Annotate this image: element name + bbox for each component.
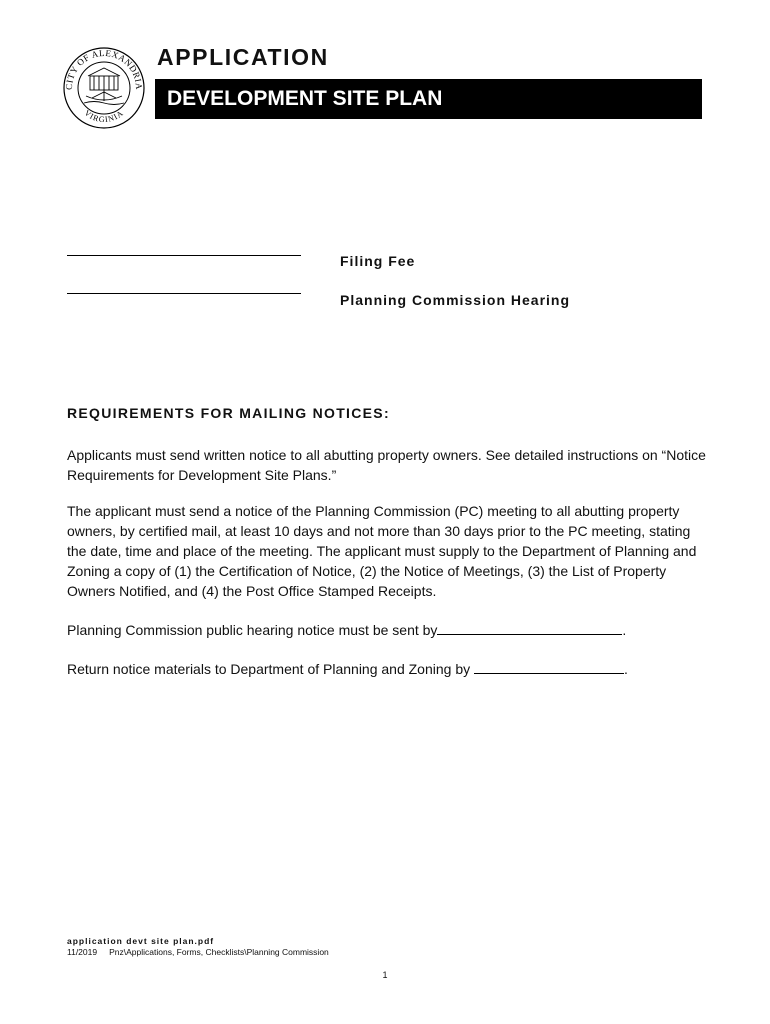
seal-bottom-text: VIRGINIA: [82, 108, 126, 125]
paragraph-line: owners, by certified mail, at least 10 days and not more than 30 days prior to the PC meeting, stating: [67, 523, 691, 539]
paragraph-line: Zoning a copy of (1) the Certification of Notice, (2) the Notice of Meetings, (3) the List of Property: [67, 563, 667, 579]
period: .: [622, 622, 627, 638]
title-banner-text: DEVELOPMENT SITE PLAN: [167, 87, 443, 110]
page-title: APPLICATION: [157, 44, 329, 70]
notice-sent-by-label: Planning Commission public hearing notice must be sent by: [67, 622, 438, 638]
paragraph-line: The applicant must send a notice of the Planning Commission (PC) meeting to all abutting property: [67, 503, 680, 519]
notice-sent-by-line: [67, 620, 717, 640]
mailing-paragraph-1: [67, 445, 717, 485]
page-number: 1: [382, 970, 388, 980]
seal-emblem-icon: [84, 68, 124, 105]
paragraph-line: Requirements for Development Site Plans.”: [67, 467, 337, 483]
period: .: [624, 661, 628, 677]
paragraph-line: Owners Notified, and (4) the Post Office Stamped Receipts.: [67, 583, 437, 599]
footer-path-line: [67, 947, 329, 957]
notice-sent-by-date-blank: [437, 620, 622, 635]
return-materials-date-blank: [474, 659, 624, 674]
footer-filename: application devt site plan.pdf: [67, 936, 215, 946]
footer-date: 11/2019: [67, 947, 98, 957]
filing-fee-blank: [67, 255, 301, 256]
return-materials-line: [67, 659, 717, 679]
hearing-fee-label: Planning Commission Hearing: [340, 292, 571, 308]
filing-fee-label: Filing Fee: [340, 253, 416, 269]
footer-path: Pnz\Applications, Forms, Checklists\Planning Commission: [109, 947, 329, 957]
return-materials-label: Return notice materials to Department of Planning and Zoning by: [67, 661, 471, 677]
hearing-fee-blank: [67, 293, 301, 294]
mailing-requirements-heading: REQUIREMENTS FOR MAILING NOTICES:: [67, 405, 390, 421]
mailing-paragraph-2: [67, 501, 717, 601]
paragraph-line: the date, time and place of the meeting. The applicant must supply to the Department of Planning and: [67, 543, 697, 559]
city-seal-logo: [62, 46, 146, 130]
svg-text:VIRGINIA: [83, 108, 126, 124]
title-banner: [155, 79, 702, 119]
seal-top-text: CITY OF ALEXANDRIA: [63, 47, 145, 91]
paragraph-line: Applicants must send written notice to all abutting property owners. See detailed instructions on “Notice: [67, 447, 706, 463]
